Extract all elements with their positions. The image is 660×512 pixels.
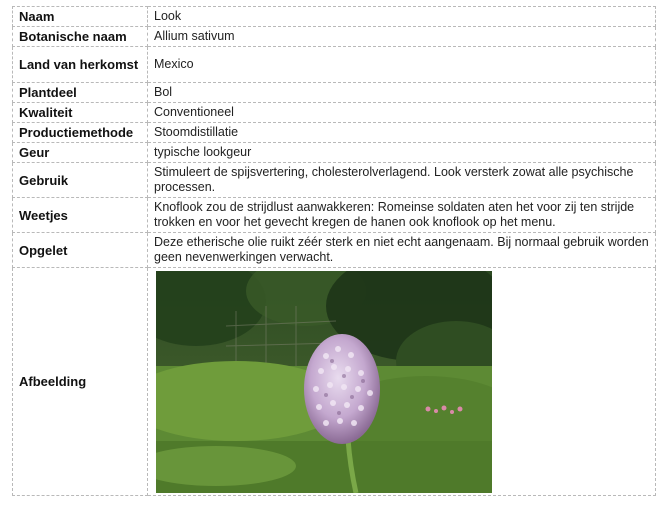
label-opgelet: Opgelet [13,233,148,268]
row-afbeelding [13,268,656,496]
row-productiemethode [13,123,656,143]
value-productiemethode: Stoomdistillatie [148,123,656,143]
row-plantdeel [13,83,656,103]
garlic-flower-photo [156,271,492,493]
label-afbeelding: Afbeelding [13,268,148,496]
plant-info-table [12,6,656,496]
value-land-van-herkomst: Mexico [148,47,656,83]
row-kwaliteit [13,103,656,123]
value-plantdeel: Bol [148,83,656,103]
value-naam: Look [148,7,656,27]
value-gebruik: Stimuleert de spijsvertering, cholesterolverlagend. Look versterk zowat alle psychische processen. [148,163,656,198]
label-weetjes: Weetjes [13,198,148,233]
row-opgelet [13,233,656,268]
value-afbeelding [148,268,656,496]
label-kwaliteit: Kwaliteit [13,103,148,123]
label-land-van-herkomst: Land van herkomst [13,47,148,83]
value-kwaliteit: Conventioneel [148,103,656,123]
label-geur: Geur [13,143,148,163]
value-weetjes: Knoflook zou de strijdlust aanwakkeren: Romeinse soldaten aten het voor zij ten strijde trokken en voor het gevecht kregen de hanen ook knoflook op het menu. [148,198,656,233]
row-geur [13,143,656,163]
value-opgelet: Deze etherische olie ruikt zéér sterk en niet echt aangenaam. Bij normaal gebruik worden geen nevenwerkingen verwacht. [148,233,656,268]
row-land-van-herkomst [13,47,656,83]
row-botanische-naam [13,27,656,47]
garlic-flower-illustration [156,271,492,493]
label-botanische-naam: Botanische naam [13,27,148,47]
row-naam [13,7,656,27]
value-botanische-naam: Allium sativum [148,27,656,47]
label-productiemethode: Productiemethode [13,123,148,143]
plant-info-sheet [12,6,656,506]
value-geur: typische lookgeur [148,143,656,163]
row-gebruik [13,163,656,198]
label-naam: Naam [13,7,148,27]
row-weetjes [13,198,656,233]
label-plantdeel: Plantdeel [13,83,148,103]
label-gebruik: Gebruik [13,163,148,198]
